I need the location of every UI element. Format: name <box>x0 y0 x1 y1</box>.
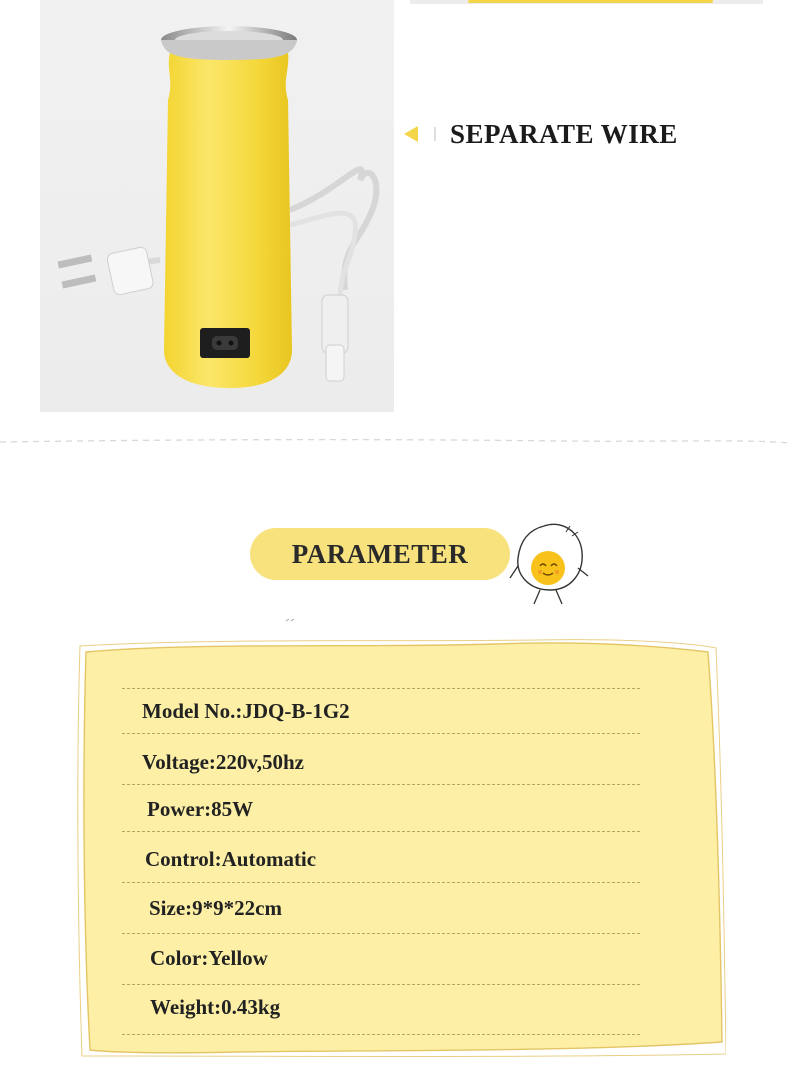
top-image-accent <box>468 0 713 3</box>
parameter-heading <box>250 528 510 580</box>
spec-weight: Weight:0.43kg <box>150 995 281 1019</box>
feature-title: SEPARATE WIRE <box>450 118 678 149</box>
spec-voltage: Voltage:220v,50hz <box>142 750 304 774</box>
tiny-mark <box>286 618 294 622</box>
spec-size: Size:9*9*22cm <box>149 896 282 920</box>
row-divider <box>122 831 640 832</box>
row-divider <box>122 1034 640 1035</box>
spec-power: Power:85W <box>147 797 254 821</box>
spec-control: Control:Automatic <box>145 847 317 871</box>
row-divider <box>122 984 640 985</box>
row-divider <box>122 933 640 934</box>
parameter-title: PARAMETER <box>291 538 469 569</box>
row-divider <box>122 688 640 689</box>
product-photo <box>40 0 394 412</box>
feature-label <box>404 114 678 154</box>
top-image-edge <box>410 0 763 4</box>
egg-cooker-illustration <box>40 0 394 412</box>
arrow-tick-icon <box>434 127 436 141</box>
arrow-left-icon <box>404 126 418 142</box>
row-divider <box>122 733 640 734</box>
row-divider <box>122 882 640 883</box>
spec-color: Color:Yellow <box>150 946 268 970</box>
row-divider <box>122 784 640 785</box>
spec-model: Model No.:JDQ-B-1G2 <box>142 699 350 723</box>
parameter-list <box>122 688 640 1036</box>
section-divider <box>0 436 790 446</box>
egg-mascot-icon <box>508 518 594 608</box>
